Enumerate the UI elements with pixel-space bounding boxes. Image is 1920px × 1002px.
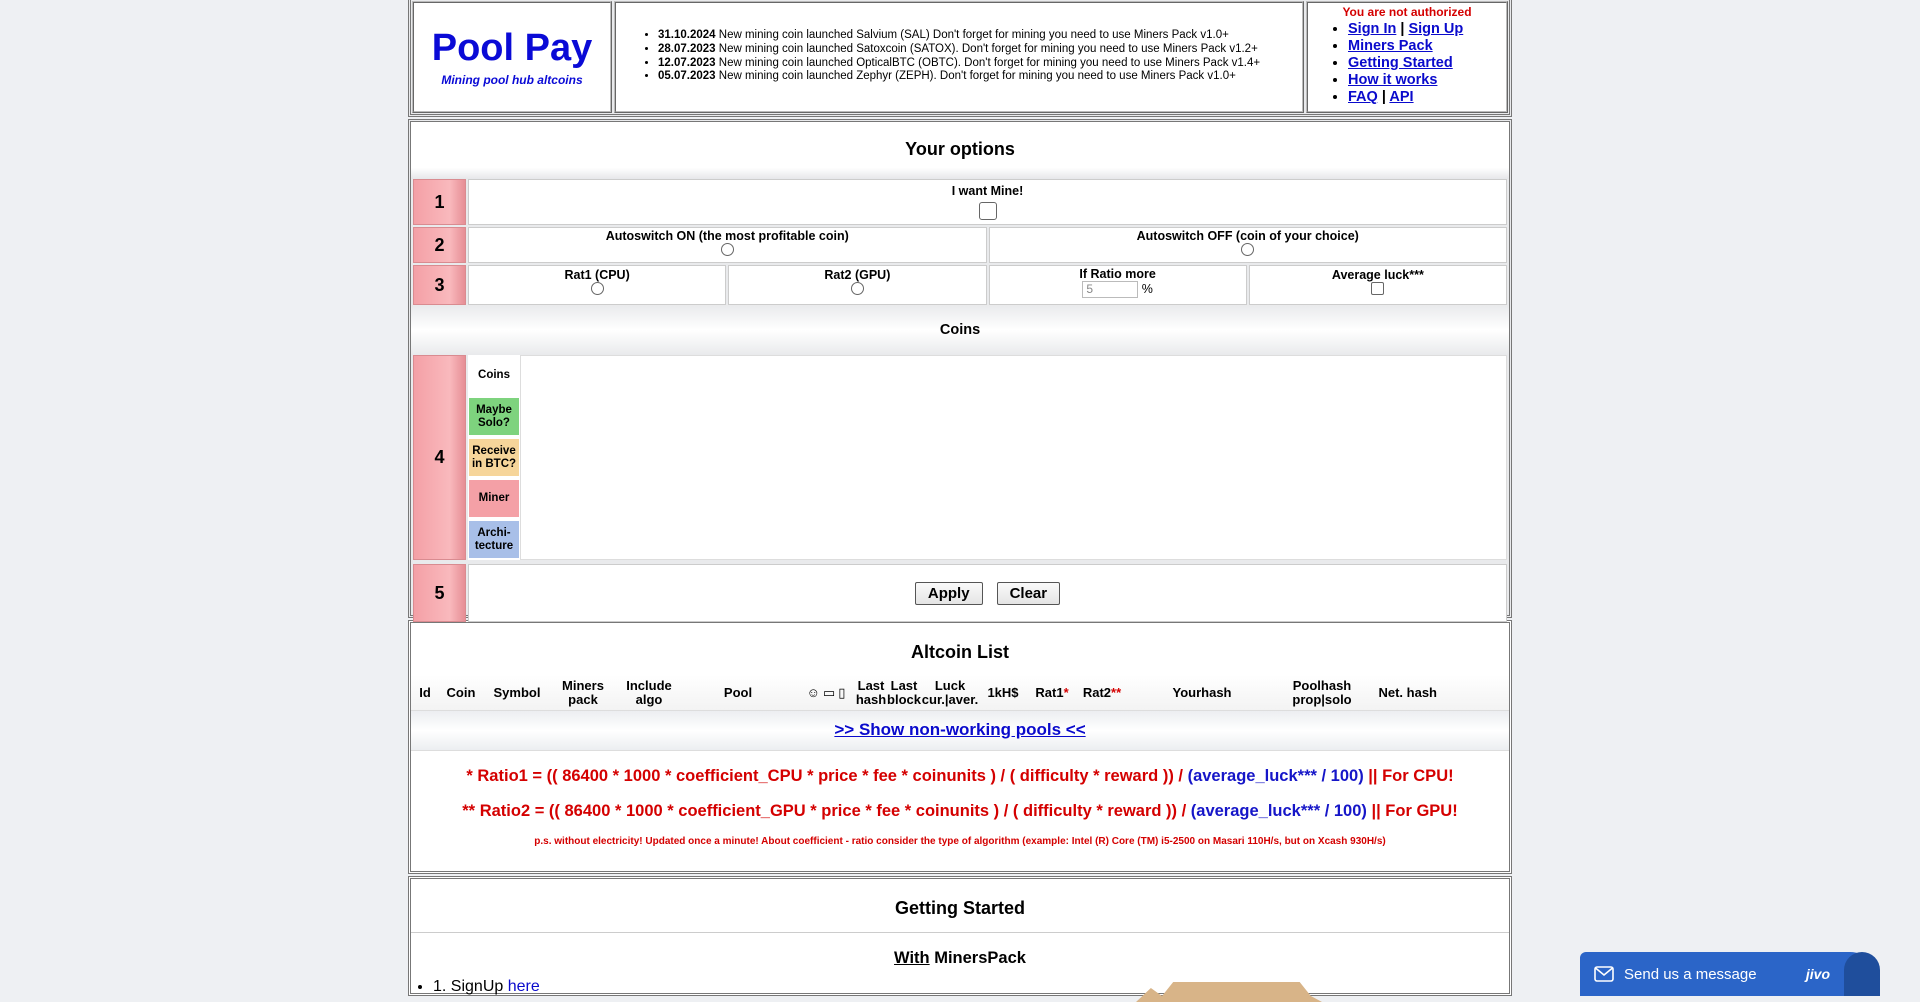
coins-list-area <box>520 355 1507 560</box>
miners-pack-link[interactable]: Miners Pack <box>1348 38 1433 54</box>
col-pool[interactable]: Pool <box>723 684 753 700</box>
separator: | <box>1381 89 1386 105</box>
formula-luck: (average_luck*** / 100) <box>1187 767 1364 785</box>
wallet-icon: ▭ <box>822 684 836 700</box>
step-item <box>433 978 1509 996</box>
logo-subtitle: Mining pool hub altcoins <box>441 73 583 87</box>
menu-item <box>1348 55 1506 72</box>
how-it-works-link[interactable]: How it works <box>1348 72 1438 88</box>
col-1khs[interactable]: 1kH$ <box>987 684 1019 700</box>
menu-item <box>1348 72 1506 89</box>
news-item <box>658 57 1302 71</box>
show-non-working-pools-link[interactable]: >> Show non-working pools << <box>834 720 1086 739</box>
formula-tail: || For GPU! <box>1366 802 1458 820</box>
col-rat1[interactable] <box>1027 686 1077 700</box>
average-luck-label: Average luck*** <box>1331 268 1424 282</box>
ps-note: p.s. without electricity! Updated once a minute! About coefficient - ratio consider the type of algorithm (example: Intel (R) Core (TM) i5-2500 on Masari 110H/s, but on Xcash 930H/s) <box>534 836 1386 847</box>
rat1-mark: * <box>1063 684 1069 700</box>
col-last-block[interactable]: Last block <box>887 677 921 707</box>
auth-panel <box>1306 1 1508 113</box>
rat2-cell <box>728 265 986 305</box>
news-item <box>658 29 1302 43</box>
news-date: 05.07.2023 <box>658 70 716 83</box>
tab-architecture[interactable]: Archi-tecture <box>469 521 519 558</box>
average-luck-checkbox[interactable] <box>1371 282 1384 295</box>
formula-luck: (average_luck*** / 100) <box>1190 802 1367 820</box>
mail-icon <box>1594 966 1614 982</box>
logo-title: Pool Pay <box>431 27 593 69</box>
menu-item <box>1348 38 1506 55</box>
jivo-logo: jivo <box>1805 966 1830 982</box>
formula-text: * Ratio1 = (( 86400 * 1000 * coefficient_CPU * price * fee * coinunits ) / ( difficulty * reward )) / <box>466 767 1188 785</box>
tab-coins[interactable]: Coins <box>469 357 519 394</box>
rat1-cell <box>468 265 726 305</box>
step-number: 4 <box>413 355 466 560</box>
ratio1-formula <box>411 765 1509 787</box>
news-date: 31.10.2024 <box>658 29 716 41</box>
option-row-2 <box>413 227 1507 263</box>
step-text: 1. SignUp <box>433 978 508 995</box>
step-number: 2 <box>413 227 466 263</box>
coin-filter-tabs <box>468 355 520 560</box>
page-container <box>408 0 1512 996</box>
rat1-radio[interactable] <box>591 282 604 295</box>
option-row-3 <box>413 265 1507 305</box>
step-number: 5 <box>413 564 466 622</box>
col-rat2[interactable] <box>1077 686 1127 700</box>
faq-link[interactable]: FAQ <box>1348 89 1378 105</box>
show-non-working-row <box>411 711 1509 751</box>
i-want-mine-cell <box>468 179 1507 225</box>
i-want-mine-label: I want Mine! <box>951 184 1024 198</box>
chat-corner <box>1844 952 1880 996</box>
clear-button[interactable]: Clear <box>997 582 1061 605</box>
formula-text: ** Ratio2 = (( 86400 * 1000 * coefficient_GPU * price * fee * coinunits ) / ( difficulty * reward )) / <box>462 802 1191 820</box>
with-label: With <box>894 949 930 967</box>
getting-started-title: Getting Started <box>411 879 1509 933</box>
col-id[interactable]: Id <box>419 684 431 700</box>
news-item <box>658 70 1302 84</box>
altcoin-title: Altcoin List <box>411 623 1509 675</box>
percent-label: % <box>1141 281 1153 296</box>
with-miners-pack-heading <box>411 949 1509 968</box>
ratio-cell <box>989 265 1247 305</box>
chat-message-label: Send us a message <box>1624 965 1757 983</box>
col-miners-pack[interactable]: Miners pack <box>562 677 604 707</box>
menu-item <box>1348 89 1506 106</box>
ratio-label: If Ratio more <box>1079 267 1156 281</box>
news-item <box>658 43 1302 57</box>
option-row-5 <box>413 564 1507 622</box>
auth-links <box>1348 21 1506 38</box>
col-last-hash[interactable]: Last hash <box>855 677 887 707</box>
getting-started-section <box>408 876 1512 996</box>
sign-in-link[interactable]: Sign In <box>1348 21 1397 37</box>
col-yourhash[interactable]: Yourhash <box>1172 684 1232 700</box>
option-row-4 <box>413 355 1507 560</box>
autoswitch-off-radio[interactable] <box>1241 243 1254 256</box>
rat2-label: Rat2 (GPU) <box>824 268 891 282</box>
options-title: Your options <box>411 122 1509 179</box>
col-include-algo[interactable]: Include algo <box>626 677 672 707</box>
i-want-mine-checkbox[interactable] <box>979 202 997 220</box>
autoswitch-off-cell <box>989 227 1508 263</box>
autoswitch-on-radio[interactable] <box>721 243 734 256</box>
col-luck[interactable]: Luck cur.|aver. <box>921 677 979 707</box>
chat-widget[interactable] <box>1580 952 1880 996</box>
news-text: New mining coin launched Satoxcoin (SATOX). Don't forget for mining you need to use Miners Pack v1.2+ <box>715 42 1258 55</box>
rat1-header: Rat1 <box>1035 684 1064 700</box>
autoswitch-on-cell <box>468 227 987 263</box>
tab-maybe-solo[interactable]: Maybe Solo? <box>469 398 519 435</box>
api-link[interactable]: API <box>1389 89 1414 105</box>
miners-pack-label: MinersPack <box>929 949 1026 967</box>
formula-tail: || For CPU! <box>1363 767 1454 785</box>
step-number: 1 <box>413 179 466 225</box>
sign-up-link[interactable]: Sign Up <box>1408 21 1464 37</box>
apply-button[interactable]: Apply <box>915 582 983 605</box>
coins-title: Coins <box>411 305 1509 355</box>
col-icons <box>797 686 855 700</box>
options-section <box>408 119 1512 618</box>
here-link[interactable]: here <box>507 978 540 995</box>
col-symbol[interactable]: Symbol <box>493 684 541 700</box>
header <box>408 0 1512 117</box>
getting-started-link[interactable]: Getting Started <box>1348 55 1453 71</box>
news-date: 28.07.2023 <box>658 42 716 55</box>
rat1-label: Rat1 (CPU) <box>564 268 630 282</box>
autoswitch-off-label: Autoswitch OFF (coin of your choice) <box>1136 229 1359 243</box>
altcoin-section <box>408 620 1512 874</box>
rat2-header: Rat2 <box>1082 684 1112 700</box>
autoswitch-on-label: Autoswitch ON (the most profitable coin) <box>605 229 849 243</box>
battery-icon: ▯ <box>838 684 846 700</box>
logo[interactable] <box>412 1 612 113</box>
option-row-1 <box>413 179 1507 225</box>
news-text: New mining coin launched Salvium (SAL) Don't forget for mining you need to use Miners Pack v1.0+ <box>715 29 1229 41</box>
col-poolhash[interactable]: Poolhash prop|solo <box>1292 677 1352 707</box>
col-coin[interactable]: Coin <box>446 684 476 700</box>
average-luck-cell <box>1249 265 1507 305</box>
ratio-input[interactable]: 5 <box>1082 281 1138 298</box>
step-number: 3 <box>413 265 466 305</box>
news-text: New mining coin launched Zephyr (ZEPH). Don't forget for mining you need to use Miners Pack v1.0+ <box>715 70 1236 83</box>
news-panel <box>614 1 1304 113</box>
col-net-hash[interactable]: Net. hash <box>1378 684 1437 700</box>
tab-miner[interactable]: Miner <box>469 480 519 517</box>
rat2-radio[interactable] <box>851 282 864 295</box>
news-text: New mining coin launched OpticalBTC (OBTC). Don't forget for mining you need to use Miners Pack v1.4+ <box>715 56 1261 69</box>
rat2-mark: ** <box>1111 684 1122 700</box>
tab-receive-in-btc[interactable]: Receive in BTC? <box>469 439 519 476</box>
news-date: 12.07.2023 <box>658 56 716 69</box>
ratio2-formula <box>411 800 1509 822</box>
smile-icon: ☺ <box>806 684 820 700</box>
separator: | <box>1400 21 1405 37</box>
altcoin-table-header <box>411 675 1509 711</box>
auth-status: You are not authorized <box>1342 5 1472 19</box>
